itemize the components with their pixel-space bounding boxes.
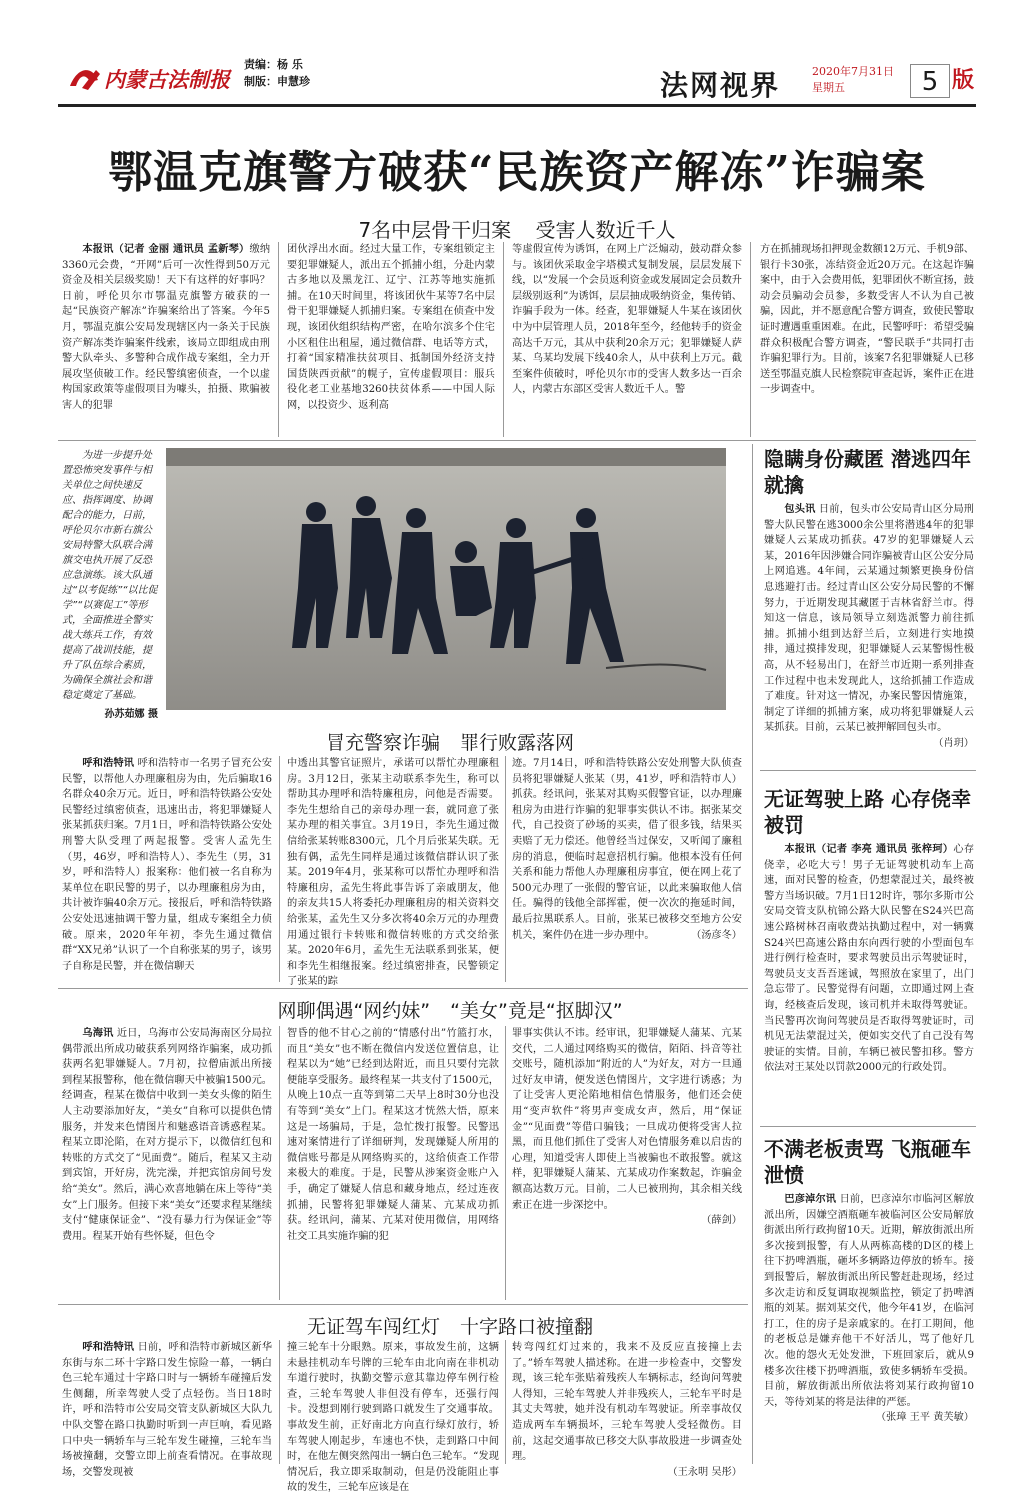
story3-byline: 乌海讯 bbox=[82, 1028, 114, 1039]
photo-credit: 孙苏茹娜 摄 bbox=[104, 709, 158, 720]
column-divider bbox=[750, 242, 751, 437]
newspaper-logo bbox=[64, 60, 234, 94]
story4-text-3: 转弯闯红灯过来的，我来不及反应直接撞上去了。”轿车驾驶人描述称。在进一步检查中，交警发现，该三轮车张贴着残疾人车辆标志，经询问驾驶人得知，三轮车驾驶人并非残疾人，三轮车平时是其丈夫驾驶，她并没有机动车驾驶证。所幸事故仅造成两车车辆损坏，三轮车驾驶人受轻微伤。目前，这起交通事故已移交大队事故股进一步调查处理。 bbox=[512, 1342, 742, 1463]
lead-headline: 鄂温克旗警方破获“民族资产解冻”诈骗案 bbox=[108, 147, 926, 198]
drill-photo bbox=[166, 448, 726, 710]
issue-weekday: 星期五 bbox=[812, 81, 845, 94]
sidebar-divider bbox=[752, 444, 753, 1464]
side1-headline: 隐瞒身份藏匿 潜逃四年就擒 bbox=[764, 447, 971, 497]
column-divider bbox=[503, 242, 504, 437]
side2-text: 心存侥幸，必吃大亏！男子无证驾驶机动车上高速，面对民警的检查，仍想蒙混过关，最终被警方当场识破。7月1日12时许，鄂尔多斯市公安局交管支队杭锦公路大队民警在S24兴巴高速公路树林召南收费站执勤过程中，对一辆冀S24兴巴高速公路由东向西行驶的小型面包车进行例行检查时，要求驾驶员出示驾驶证时，驾驶员支支吾吾迷诚，驾照放在家里了，出门急忘带了。民警觉得有问题，立即通过网上查询，经核查后发现，该司机并未取得驾驶证。当民警再次询问驾驶员是否取得驾驶证时，司机见无法蒙混过关，便如实交代了自己没有驾驶证的实情。目前，车辆已被民警扣移。警方依法对王某处以罚款2000元的行政处罚。 bbox=[764, 844, 975, 1074]
side1-body bbox=[764, 502, 974, 764]
story2-credit: （汤彦冬） bbox=[691, 930, 742, 942]
lead-text-2: 团伙浮出水面。经过大量工作，专案组锁定主要犯罪嫌疑人，派出五个抓捕小组，分赴内蒙古多地以及黑龙江、辽宁、江苏等地实施抓捕。在10天时间里，将该团伙牛某等7名中层骨干犯罪嫌疑人抓捕归案。专案组在侦查中发现，该团伙组织结构严密，在哈尔滨多个住宅小区租住出租屋，通过微信群、电话等方式，打着“国家精准扶贫项目、抵制国外经济支持国货陕西贡献”的幌子，宣传虚假项目：服兵役化老工业基地3260扶贫体系——中国人际网，以投资少、返利高 bbox=[287, 244, 495, 411]
column-divider bbox=[505, 1340, 506, 1464]
story4-column-3 bbox=[512, 1340, 742, 1478]
side2-byline: 本报讯（记者 李亮 通讯员 张梓珂） bbox=[784, 844, 954, 855]
logo-text: 内蒙古法制报 bbox=[104, 68, 230, 92]
column-divider bbox=[279, 1340, 280, 1464]
story4-column-2 bbox=[287, 1340, 499, 1494]
story4-column-1 bbox=[62, 1340, 273, 1478]
story4-headline: 无证驾车闯红灯 十字路口被撞翻 bbox=[306, 1316, 594, 1338]
story2-headline: 冒充警察诈骗 罪行败露落网 bbox=[325, 732, 575, 754]
issue-date: 2020年7月31日 bbox=[812, 65, 894, 78]
story4-text-1: 日前，呼和浩特市新城区新华东街与东二环十字路口发生惊险一幕，一辆白色三轮车通过十字路口时与一辆轿车碰撞后发生侧翻，所幸驾驶人受了点轻伤。当日18时许，呼和浩特市公安局交管支队新城区大队九中队交警在路口执勤时听到一声巨响，看见路口中央一辆轿车与三轮车发生碰撞，三轮车当场被撞翻，交警立即上前查看情况。在事故现场，交警发现被 bbox=[62, 1342, 273, 1478]
column-divider bbox=[505, 756, 506, 982]
side2-body bbox=[764, 842, 974, 1120]
column-divider bbox=[279, 1026, 280, 1300]
page-number: 5 bbox=[910, 64, 950, 98]
story3-column-1 bbox=[62, 1026, 272, 1300]
issue-date-box bbox=[806, 64, 910, 98]
lead-text-1: 缴纳3360元会费，“开网”后可一次性得到50万元资金及相关层级奖励！天下有这样的好事吗？日前，呼伦贝尔市鄂温克旗警方破获的一起“民族资产解冻”诈骗案给出了答案。今年5月，鄂温克旗公安局发现辖区内一条关于民族资产解冻类诈骗案件线索，该局立即组成由刑警大队牵头、多警种合成作战专案组，全力开展攻坚侦破工作。经民警缜密侦查，一个以虚构国家政策等虚假项目为噱头，拍摄、欺骗被害人的犯罪 bbox=[62, 244, 271, 411]
story4-byline: 呼和浩特讯 bbox=[82, 1342, 135, 1353]
lead-column-2 bbox=[287, 242, 495, 437]
section-rule bbox=[58, 440, 976, 441]
police-drill-illustration-icon bbox=[166, 448, 726, 710]
section-title: 法网视界 bbox=[660, 69, 781, 102]
side3-body bbox=[764, 1192, 974, 1464]
lead-byline: 本报讯（记者 金丽 通讯员 孟新琴） bbox=[82, 244, 250, 255]
column-divider bbox=[278, 242, 279, 437]
story3-column-3 bbox=[512, 1026, 742, 1300]
story2-byline: 呼和浩特讯 bbox=[82, 758, 135, 769]
story2-column-2 bbox=[287, 756, 499, 988]
side1-credit: （肖玥） bbox=[933, 737, 974, 749]
story3-text-2: 智昏的他不甘心之前的“情感付出”竹篮打水，而且“美女”也不断在微信内发送位置信息，让程某以为“她”已经到达附近，而且只要付完款便能享受服务。最终程某一共支付了1500元，从晚上10点一直等到第二天早上8时30分也没有等到“美女”上门。程某这才恍然大悟，原来这是一场骗局，于是，急忙拨打报警。民警迅速对案情进行了详细研判，发现嫌疑人所用的微信账号都是从网络购买的，这给侦查工作带来极大的难度。于是，民警从涉案资金账户入手，确定了嫌疑人信息和藏身地点，经过连夜抓捕，民警将犯罪嫌疑人蒲某、亢某成功抓获。经讯问，蒲某、亢某对使用微信，用网络社交工具实施诈骗的犯 bbox=[287, 1028, 499, 1242]
story3-text-3: 罪事实供认不讳。经审讯，犯罪嫌疑人蒲某、亢某交代，二人通过网络购买的微信，陌陌、抖音等社交账号，随机添加“附近的人”为好友，对方一旦通过好友申请，便发送色情图片，文字进行诱惑；为了让受害人更沦陷地相信色情服务，他们还会使用“变声软件”将男声变成女声，然后，用“保证金”“见面费”等借口骗钱；一旦成功便将受害人拉黑，而且他们抓住了受害人对色情服务难以启齿的心理，知道受害人即使上当被骗也不敢报警。就这样，犯罪嫌疑人蒲某、亢某成功作案数起，诈骗金额高达数万元。目前，二人已被刑拘，其余相关线索正在进一步深挖中。 bbox=[512, 1028, 742, 1211]
side3-credit: （张璋 王平 黄芙敏） bbox=[875, 1412, 974, 1424]
story4-text-2: 撞三轮车十分眼熟。原来，事故发生前，这辆未悬挂机动车号牌的三轮车由北向南在非机动车道行驶时，执勤交警示意其靠边停车例行检查，三轮车驾驶人非但没有停车，还强行闯卡。没想到刚行驶到路口就发生了交通事故。事故发生前，正好南北方向直行绿灯放行，轿车驾驶人刚起步，车速也不快，走到路口中间时，在他左侧突然闯出一辆白色三轮车。“发现情况后，我立即采取制动，但是仍没能阻止事故的发生，三轮车应该是在 bbox=[287, 1342, 499, 1494]
side1-text: 日前，包头市公安局青山区分局刑警大队民警在逃3000余公里将潜逃4年的犯罪嫌疑人云某成功抓获。47岁的犯罪嫌疑人云某，2016年因涉嫌合同诈骗被青山区公安分局上网追逃。4年间，云某通过频繁更换身份信息逃避打击。经过青山区公安分局民警的不懈努力，于近期发现其藏匿于吉林省舒兰市。得知这一信息，该局领导立刻选派警力前往抓捕。抓捕小组到达舒兰后，立刻进行实地摸排，通过摸排发现，犯罪嫌疑人云某警惕性极高，从不轻易出门，在舒兰市近期一系列排查工作过程中也未发现此人，这给抓捕工作造成了难度。针对这一情况，办案民警因情施策，制定了详细的抓捕方案，成功将犯罪嫌疑人云某抓获。目前，云某已被押解回包头市。 bbox=[764, 504, 974, 734]
lead-column-4 bbox=[760, 242, 974, 437]
side3-byline: 巴彦淖尔讯 bbox=[784, 1194, 837, 1205]
lead-column-1 bbox=[62, 242, 270, 437]
photo-caption bbox=[62, 448, 158, 722]
section-rule bbox=[760, 770, 976, 771]
side3-text: 日前，巴彦淖尔市临河区解放派出所，因嫌空酒瓶砸车被临河区公安局解放街派出所行政拘留10天。近期，解放街派出所多次接到报警，有人从两栋高楼的D区的楼上往下扔啤酒瓶，砸坏多辆路边停放的轿车。接到报警后，解放街派出所民警赶赴现场，经过多次走访和反复调取视频监控，锁定了扔啤酒瓶的刘某。据刘某交代，他今年41岁，在临河打工，住的房子是亲戚家的。在打工期间，他的老板总是嫌弃他干不好活儿，骂了他好几次。他的怨火无处发泄，下班回家后，就从9楼多次往楼下扔啤酒瓶，致使多辆轿车受损。目前，解放街派出所依法将刘某行政拘留10天，等待刘某的将是法律的严惩。 bbox=[764, 1194, 975, 1408]
story4-credit: （王永明 吴彤） bbox=[667, 1466, 742, 1478]
editor-label: 责编：杨 乐 bbox=[244, 58, 303, 71]
side3-headline: 不满老板责骂 飞瓶砸车泄愤 bbox=[764, 1137, 971, 1187]
column-divider bbox=[505, 1026, 506, 1300]
column-divider bbox=[279, 756, 280, 982]
editor-credits bbox=[244, 56, 310, 90]
story2-column-3 bbox=[512, 756, 742, 982]
header-rule bbox=[58, 104, 976, 107]
story2-text-1: 呼和浩特市一名男子冒充公安民警，以帮他人办理廉租房为由，先后骗取16名群众40余万元。近日，呼和浩特铁路公安处民警经过缜密侦查，迅速出击，将犯罪嫌疑人张某抓获归案。7月1日，呼和浩特铁路公安处刑警大队受理了两起报警。受害人孟先生（男，46岁，呼和浩特人）、李先生（男，31岁，呼和浩特人）报案称：他们被一名自称为某单位在职民警的男子，以办理廉租房为由，共计被诈骗40余万元。接报后，呼和浩特铁路公安处迅速抽调干警力量，组成专案组全力侦破。原来，2020年年初，李先生通过微信群“XX兄弟”认识了一个自称张某的男子，该男子自称是民警，并在微信聊天 bbox=[62, 758, 273, 972]
story2-column-1 bbox=[62, 756, 272, 982]
story3-column-2 bbox=[287, 1026, 499, 1300]
story3-text-1: 近日，乌海市公安局海南区分局拉偶带派出所成功破获系列网络诈骗案，成功抓获两名犯罪嫌疑人。7月初，拉僧庙派出所接到程某报警称，他在微信聊天中被骗1500元。经调查，程某在微信中收到一美女头像的陌生人主动要添加好友，“美女”自称可以提供色情服务，并发来色情图片和魅惑语音诱惑程某。程某立即沦陷，在对方提示下，以微信红包和转账的方式交了“见面费”。随后，程某又主动到宾馆，开好房，洗完澡，并把宾馆房间号发给“美女”。然后，满心欢喜地躺在床上等待“美女”上门服务。但接下来“美女”还要求程某继续支付“健康保证金”、“没有暴力行为保证金”等费用。程某开始有些怀疑，但色令 bbox=[62, 1028, 272, 1242]
side2-headline: 无证驾驶上路 心存侥幸被罚 bbox=[764, 787, 971, 837]
lead-text-4: 方在抓捕现场扣押现金数额12万元、手机9部、银行卡30张，冻结资金近20万元。在这起诈骗案中，由于入会费用低，犯罪团伙不断宣扬，鼓动会员骗动会员参，多数受害人不认为自己被骗，因此，并不愿意配合警方调查，致使民警取证时遭遇重重困难。在此，民警呼吁：希望受骗群众积极配合警方调查，“警民联手”共同打击诈骗犯罪行为。目前，该案7名犯罪嫌疑人已移送至鄂温克旗人民检察院审查起诉，案件正在进一步调查中。 bbox=[760, 244, 974, 396]
story2-text-3: 迹。7月14日，呼和浩特铁路公安处刑警大队侦查员将犯罪嫌疑人张某（男，41岁，呼和浩特市人）抓获。经讯问，张某对其购买假警官证，以办理廉租房为由进行诈骗的犯罪事实供认不讳。据张某交代，自己投资了砂场的买卖，借了很多钱，结果买卖赔了无力偿还。他曾经当过保安，又听闻了廉租房的消息，便临时起意招机行骗。他根本没有任何关系和能力帮他人办理廉租房事宜，便在网上花了500元办理了一张假的警官证，以此来骗取他人信任。骗得的钱他全部挥霍，便一次次的拖延时间，最后拉黑联系人。目前，张某已被移交至地方公安机关，案件仍在进一步办理中。 bbox=[512, 758, 742, 941]
section-rule bbox=[58, 1304, 748, 1305]
story3-credit: （薛剑） bbox=[701, 1215, 742, 1227]
lead-subhead: 7名中层骨干归案 受害人数近千人 bbox=[358, 218, 676, 242]
section-rule bbox=[58, 988, 748, 989]
story2-text-2: 中透出其警官证照片，承诺可以帮忙办理廉租房。3月12日，张某主动联系李先生，称可以帮助其办理呼和浩特廉租房，问他是否需要。李先生想给自己的亲母办理一套，就同意了张某办理的相关事宜。3月19日，李先生通过微信给张某转账8300元，几个月后张某失联。无独有偶，孟先生同样是通过该微信群认识了张某。2019年4月，张某称可以帮忙办理呼和浩特廉租房，孟先生将此事告诉了亲戚朋友，他的亲友共15人将委托办理廉租房的相关资料交给张某，孟先生又分多次将40余万元的办理费用通过银行卡转账和微信转账的方式交给张某。2020年6月，孟先生无法联系到张某，便和李先生相继报案。经过缜密排查，民警锁定了张某的踪 bbox=[287, 758, 499, 988]
side1-byline: 包头讯 bbox=[784, 504, 816, 515]
page-suffix: 版 bbox=[951, 68, 974, 93]
lead-text-3: 等虚假宣传为诱饵，在网上广泛煽动，鼓动群众参与。该团伙采取金字塔模式复制发展，层层发展下线，以“发展一个会员返利资金或发展固定会员数升层级别返利”为诱饵，层层抽成吸纳资金，集传销、诈骗手段为一体。经查，犯罪嫌疑人牛某在该团伙中为中层管理人员，2018年至今，经他转手的资金高达千万元，其从中获利20余万元；犯罪嫌疑人萨某、乌某均发展下线40余人，从中获利上万元。截至案件侦破时，呼伦贝尔市的受害人数多达一百余人，内蒙古东部区受害人数近千人。警 bbox=[512, 244, 742, 396]
story3-headline: 网聊偶遇“网约妹” “美女”竟是“抠脚汉” bbox=[277, 1000, 623, 1022]
lead-column-3 bbox=[512, 242, 742, 437]
photo-caption-text: 为进一步提升处置恐怖突发事件与相关单位之间快速反应、指挥调度、协调配合的能力，日前，呼伦贝尔市新右旗公安局特警大队联合满旗交电执开展了反恐应急演练。该大队通过“以考促练”“以比促学”“以赛促工”等形式，全面推进全警实战大练兵工作，有效提高了战训技能，提升了队伍综合素质，为确保全旗社会和谐稳定奠定了基础。 bbox=[62, 450, 158, 701]
section-rule bbox=[760, 1126, 976, 1127]
producer-label: 制版：申慧珍 bbox=[244, 75, 310, 88]
